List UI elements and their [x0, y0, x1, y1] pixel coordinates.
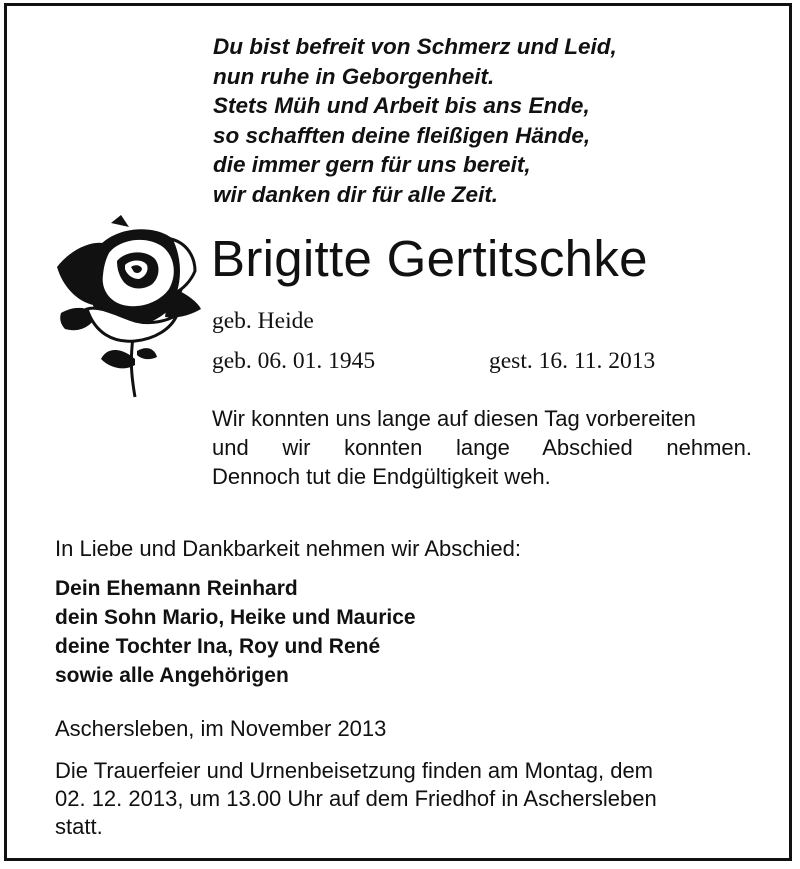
poem-line: Du bist befreit von Schmerz und Leid, — [213, 34, 617, 59]
poem-line: nun ruhe in Geborgenheit. — [213, 63, 495, 89]
verse-line: Wir konnten uns lange auf diesen Tag vorbereiten — [212, 406, 696, 431]
death-date: gest. 16. 11. 2013 — [489, 348, 656, 374]
mourner-name: sowie alle Angehörigen — [55, 664, 289, 687]
mourner-name: dein Sohn Mario, Heike und Maurice — [55, 606, 416, 629]
service-line: 02. 12. 2013, um 13.00 Uhr auf dem Friedhof in Aschersleben — [55, 786, 657, 811]
poem-line: Stets Müh und Arbeit bis ans Ende, — [213, 93, 590, 118]
verse-line: Dennoch tut die Endgültigkeit weh. — [212, 464, 551, 489]
memorial-poem — [213, 32, 753, 209]
birth-date: geb. 06. 01. 1945 — [212, 348, 376, 374]
poem-line: wir danken dir für alle Zeit. — [213, 181, 499, 207]
rose-icon — [51, 209, 203, 401]
service-line: statt. — [55, 814, 103, 839]
farewell-verse — [212, 404, 752, 491]
maiden-name: geb. Heide — [212, 308, 314, 334]
verse-line: und wir konnten lange Abschied nehmen. — [212, 435, 752, 460]
mourners-list — [55, 574, 416, 690]
mourner-name: deine Tochter Ina, Roy und René — [55, 635, 381, 658]
place-and-date: Aschersleben, im November 2013 — [55, 716, 387, 741]
obituary-notice — [4, 3, 792, 861]
deceased-name: Brigitte Gertitschke — [211, 230, 648, 287]
mourners-intro: In Liebe und Dankbarkeit nehmen wir Abschied: — [55, 536, 521, 561]
mourner-name: Dein Ehemann Reinhard — [55, 577, 298, 600]
funeral-service-info — [55, 757, 755, 841]
poem-line: so schafften deine fleißigen Hände, — [213, 122, 591, 148]
poem-line: die immer gern für uns bereit, — [213, 152, 531, 177]
service-line: Die Trauerfeier und Urnenbeisetzung finden am Montag, dem — [55, 758, 654, 783]
